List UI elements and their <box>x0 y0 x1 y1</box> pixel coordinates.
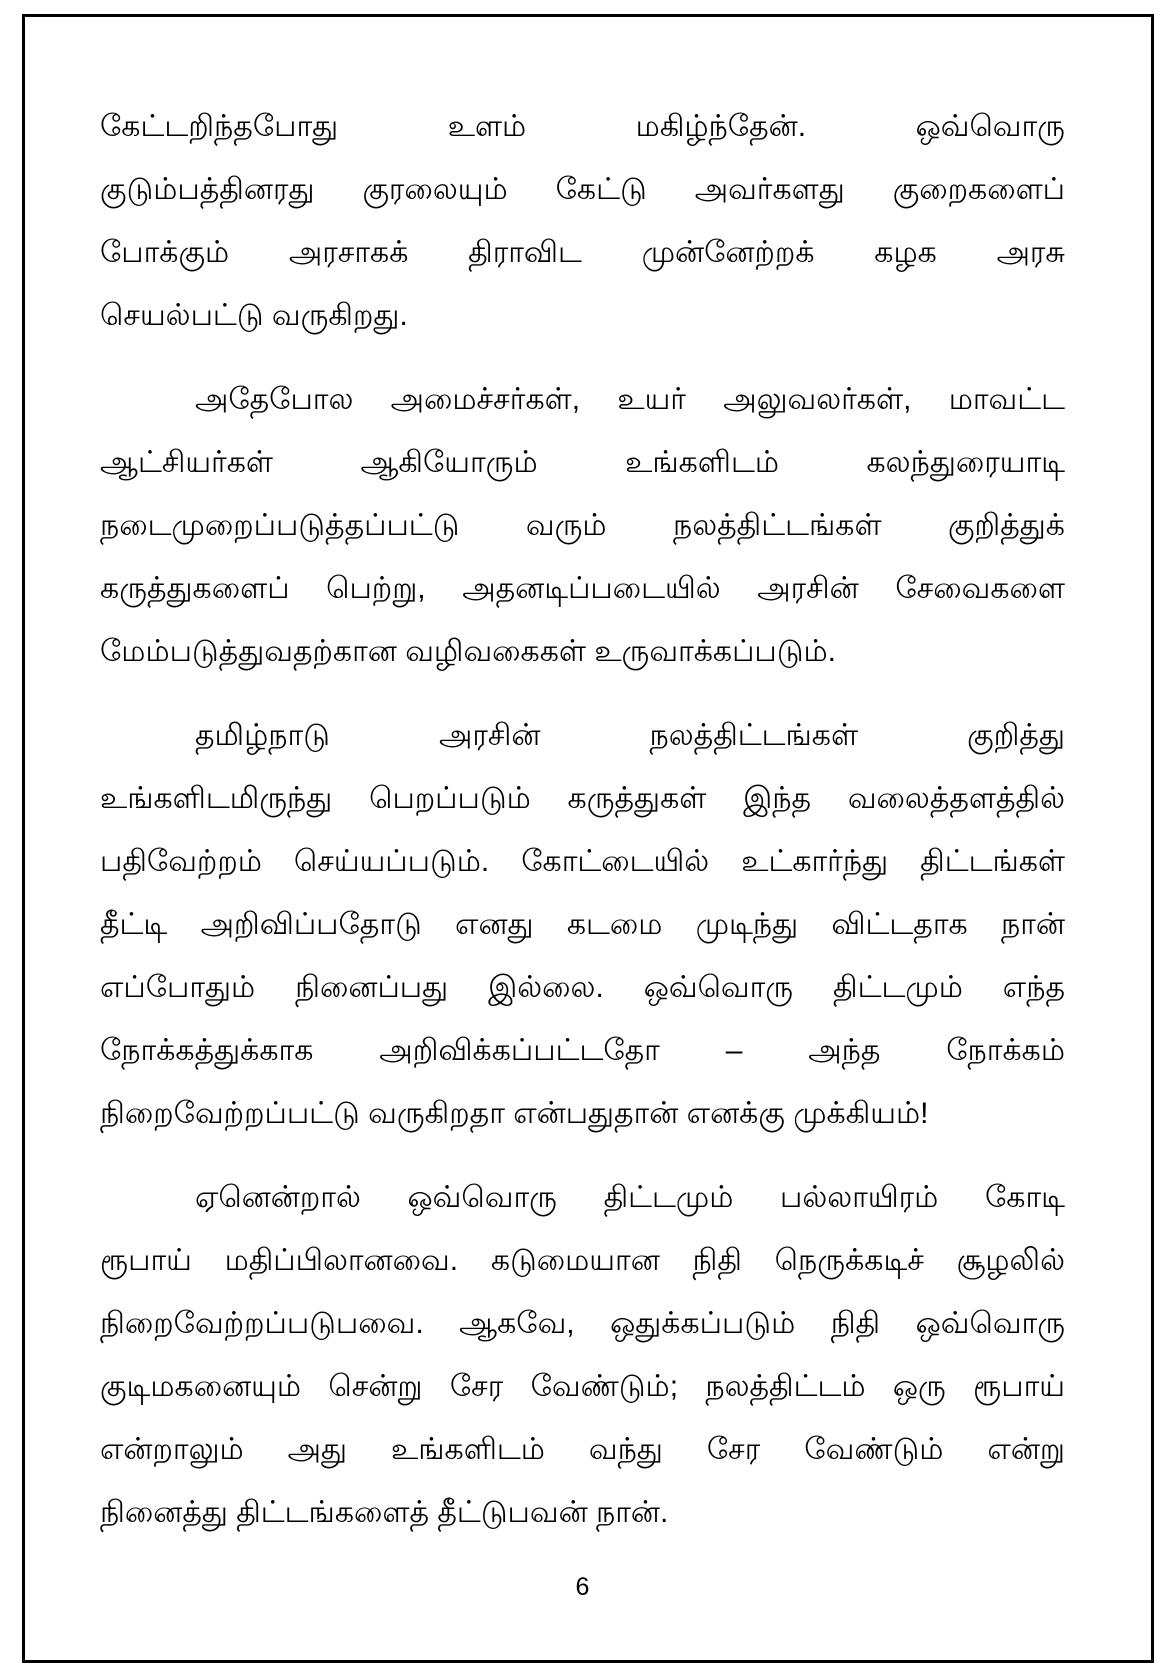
text-line: நிறைவேற்றப்படுபவை. ஆகவே, ஒதுக்கப்படும் நிதி ஒவ்வொரு <box>100 1307 1065 1340</box>
text-line: தீட்டி அறிவிப்பதோடு எனது கடமை முடிந்து விட்டதாக நான் <box>100 908 1065 941</box>
paragraph <box>100 704 1065 1145</box>
text-line: கேட்டறிந்தபோது உளம் மகிழ்ந்தேன். ஒவ்வொரு <box>100 110 1065 143</box>
text-line: ஆட்சியர்கள் ஆகியோரும் உங்களிடம் கலந்துரையாடி <box>100 446 1065 479</box>
text-line: செயல்பட்டு வருகிறது. <box>100 299 408 332</box>
text-line: நிறைவேற்றப்பட்டு வருகிறதா என்பதுதான் எனக்கு முக்கியம்! <box>100 1097 929 1130</box>
text-line: என்றாலும் அது உங்களிடம் வந்து சேர வேண்டும் என்று <box>100 1433 1065 1466</box>
text-line: பதிவேற்றம் செய்யப்படும். கோட்டையில் உட்கார்ந்து திட்டங்கள் <box>100 845 1065 878</box>
text-line: ஏனென்றால் ஒவ்வொரு திட்டமும் பல்லாயிரம் கோடி <box>195 1181 1065 1214</box>
text-line: நோக்கத்துக்காக அறிவிக்கப்பட்டதோ – அந்த நோக்கம் <box>100 1034 1065 1067</box>
text-line: தமிழ்நாடு அரசின் நலத்திட்டங்கள் குறித்து <box>195 719 1065 752</box>
paragraph <box>100 368 1065 683</box>
text-line: குடும்பத்தினரது குரலையும் கேட்டு அவர்களது குறைகளைப் <box>100 173 1065 206</box>
text-line: மேம்படுத்துவதற்கான வழிவகைகள் உருவாக்கப்படும். <box>100 635 837 668</box>
paragraph <box>100 1166 1065 1544</box>
document-content <box>100 95 1065 1565</box>
text-line: அதேபோல அமைச்சர்கள், உயர் அலுவலர்கள், மாவட்ட <box>195 383 1065 416</box>
text-line: எப்போதும் நினைப்பது இல்லை. ஒவ்வொரு திட்டமும் எந்த <box>100 971 1065 1004</box>
paragraph <box>100 95 1065 347</box>
page-number: 6 <box>575 1573 590 1601</box>
text-line: கருத்துகளைப் பெற்று, அதனடிப்படையில் அரசின் சேவைகளை <box>100 572 1065 605</box>
text-line: உங்களிடமிருந்து பெறப்படும் கருத்துகள் இந்த வலைத்தளத்தில் <box>100 782 1065 815</box>
text-line: குடிமகனையும் சென்று சேர வேண்டும்; நலத்திட்டம் ஒரு ரூபாய் <box>100 1370 1065 1403</box>
text-line: ரூபாய் மதிப்பிலானவை. கடுமையான நிதி நெருக்கடிச் சூழலில் <box>100 1244 1065 1277</box>
text-line: போக்கும் அரசாகக் திராவிட முன்னேற்றக் கழக அரசு <box>100 236 1065 269</box>
text-line: நடைமுறைப்படுத்தப்பட்டு வரும் நலத்திட்டங்கள் குறித்துக் <box>100 509 1065 542</box>
text-line: நினைத்து திட்டங்களைத் தீட்டுபவன் நான். <box>100 1496 669 1529</box>
